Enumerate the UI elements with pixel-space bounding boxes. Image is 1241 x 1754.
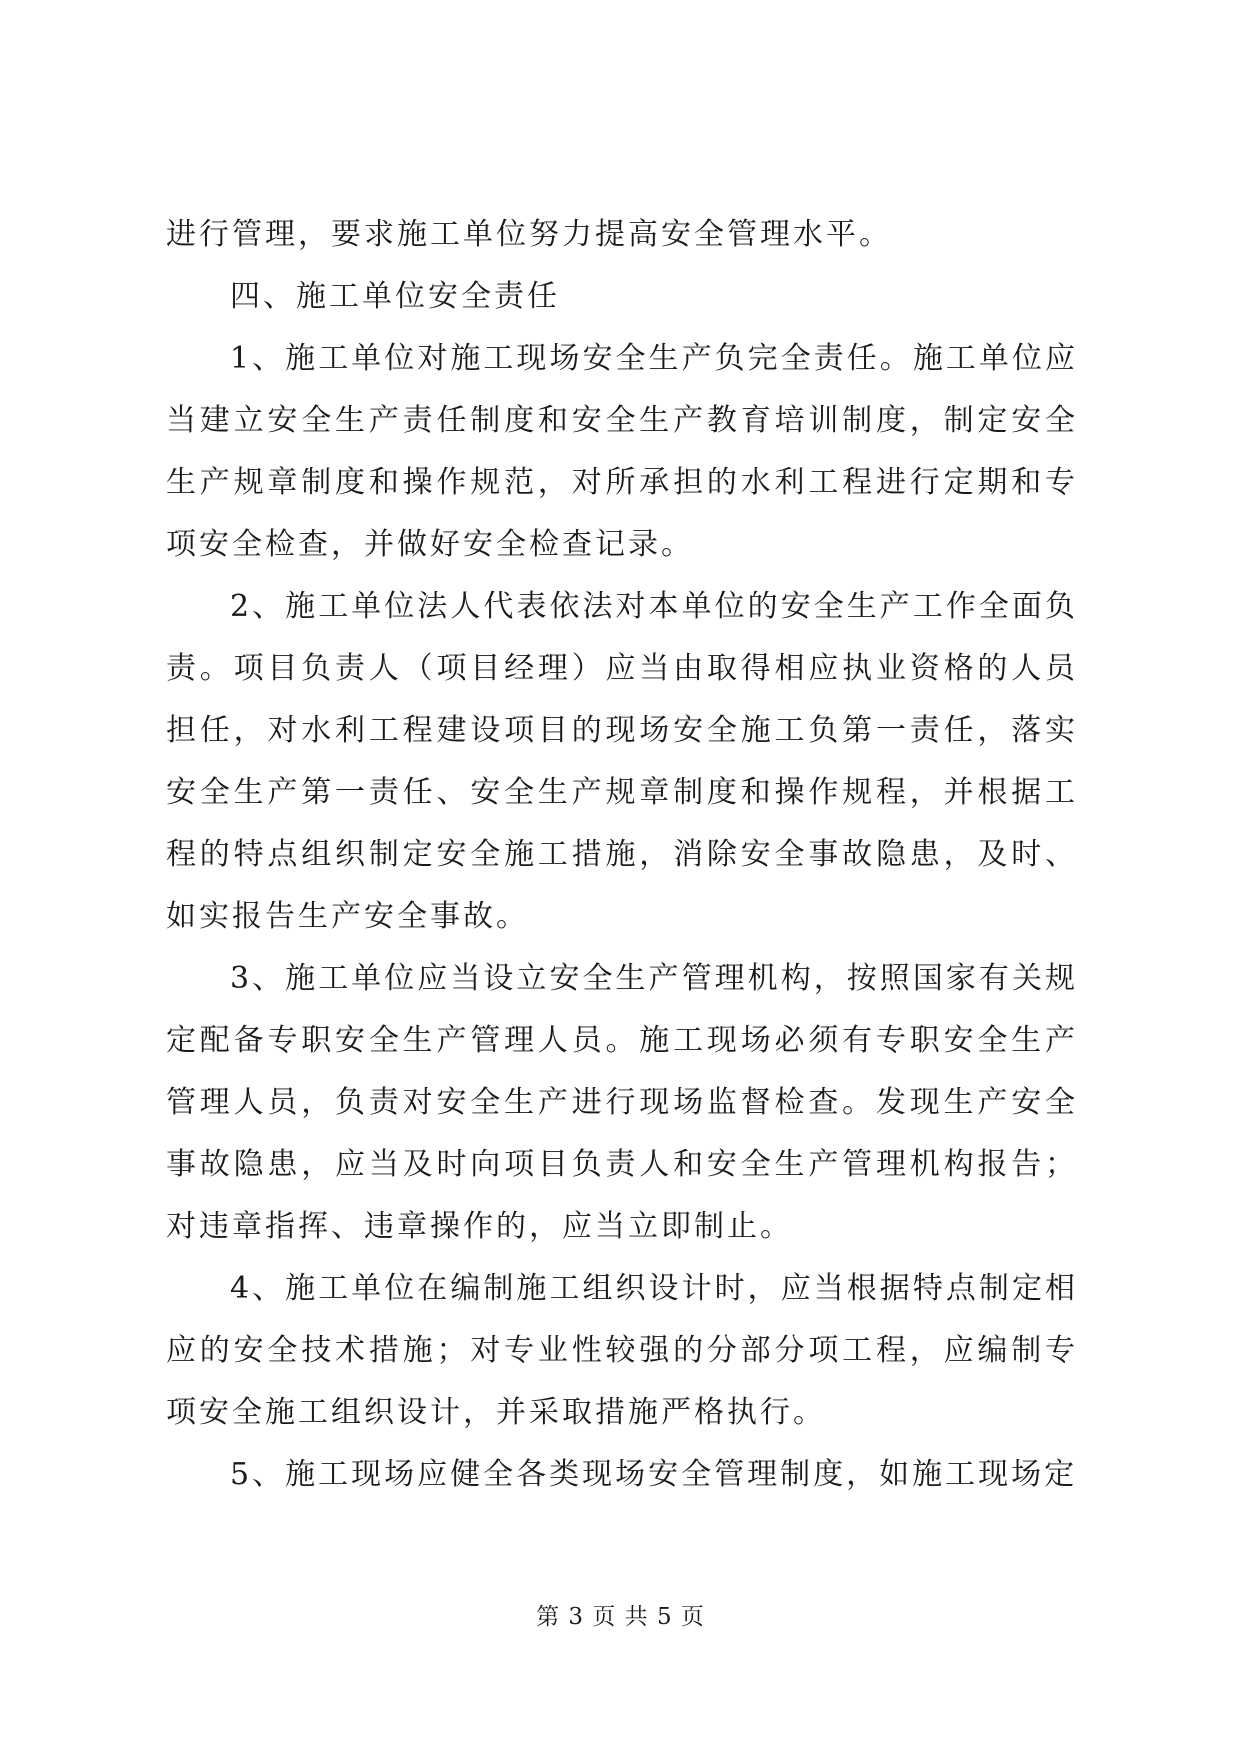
paragraph-continuation: 进行管理，要求施工单位努力提高安全管理水平。 <box>166 217 892 252</box>
page-number-footer: 第 3 页 共 5 页 <box>536 1604 705 1630</box>
paragraph-item-3: 3、施工单位应当设立安全生产管理机构，按照国家有关规定配备专职安全生产管理人员。施工现场必须有专职安全生产管理人员，负责对安全生产进行现场监督检查。发现生产安全事故隐患，应当及时向项目负责人和安全生产管理机构报告；对违章指挥、违章操作的，应当立即制止。 <box>166 961 1078 1244</box>
paragraph-item-1: 1、施工单位对施工现场安全生产负完全责任。施工单位应当建立安全生产责任制度和安全生产教育培训制度，制定安全生产规章制度和操作规范，对所承担的水利工程进行定期和专项安全检查，并做好安全检查记录。 <box>166 341 1078 562</box>
paragraph-item-5: 5、施工现场应健全各类现场安全管理制度，如施工现场定 <box>230 1457 1078 1492</box>
paragraph-item-2: 2、施工单位法人代表依法对本单位的安全生产工作全面负责。项目负责人（项目经理）应当由取得相应执业资格的人员担任，对水利工程建设项目的现场安全施工负第一责任，落实安全生产第一责任、安全生产规章制度和操作规程，并根据工程的特点组织制定安全施工措施，消除安全事故隐患，及时、如实报告生产安全事故。 <box>166 589 1078 934</box>
paragraph-item-4: 4、施工单位在编制施工组织设计时，应当根据特点制定相应的安全技术措施；对专业性较强的分部分项工程，应编制专项安全施工组织设计，并采取措施严格执行。 <box>166 1271 1078 1430</box>
document-body <box>166 204 1078 1506</box>
section-heading: 四、施工单位安全责任 <box>230 279 560 314</box>
